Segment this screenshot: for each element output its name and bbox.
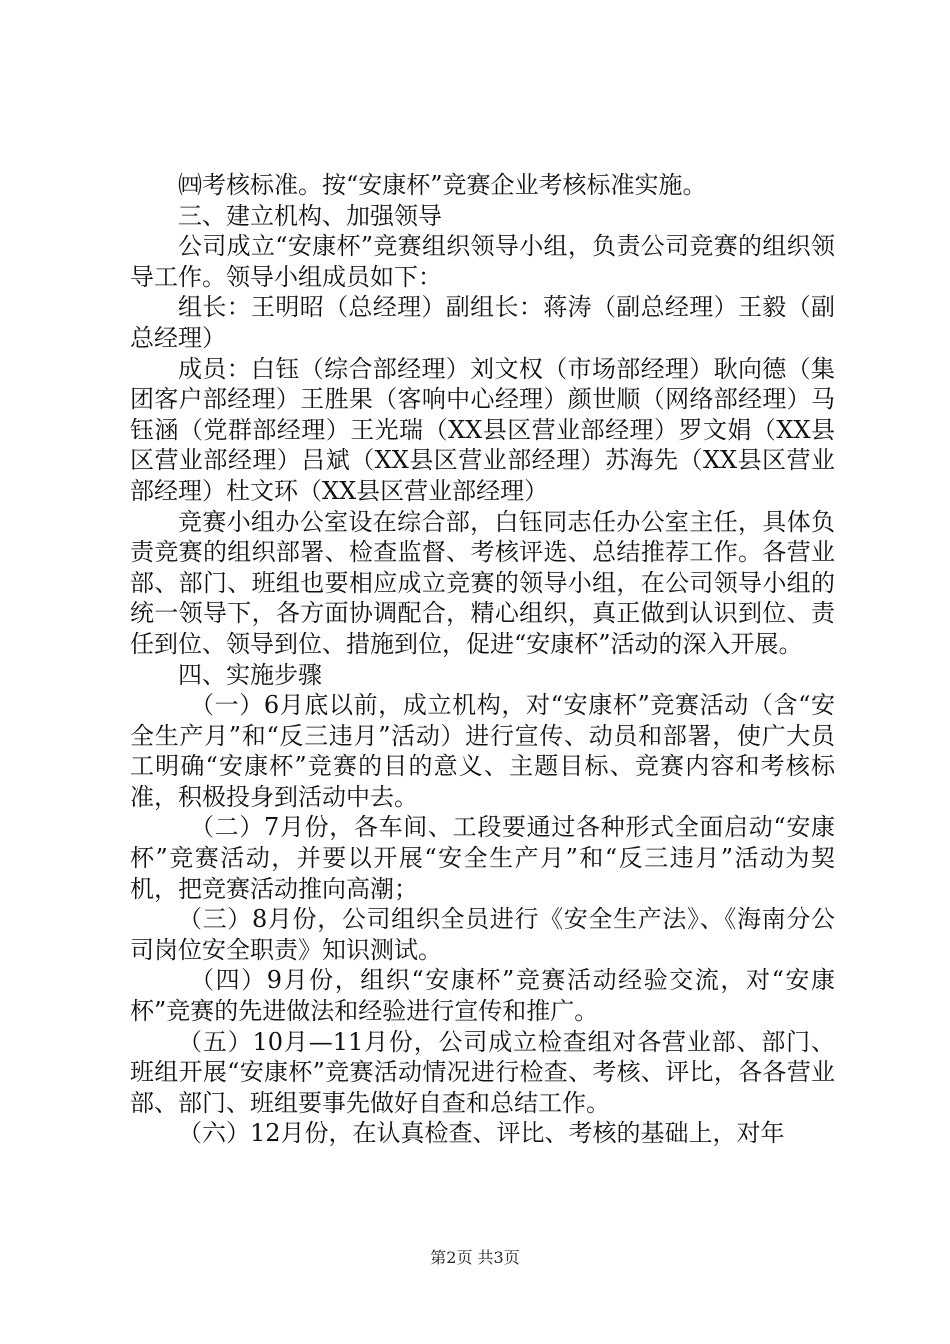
paragraph-office-setup: 竞赛小组办公室设在综合部，白钰同志任办公室主任，具体负责竞赛的组织部署、检查监督、考核评选、总结推荐工作。各营业部、部门、班组也要相应成立竞赛的领导小组，在公司领导小组的统一领导下，各方面协调配合，精心组织，真正做到认识到位、责任到位、领导到位、措施到位，促进“安康杯”活动的深入开展。 (130, 507, 835, 658)
paragraph-step-4: （四）9月份，组织“安康杯”竞赛活动经验交流，对“安康杯”竞赛的先进做法和经验进行宣传和推广。 (130, 966, 835, 1026)
paragraph-leadership-group: 公司成立“安康杯”竞赛组织领导小组，负责公司竞赛的组织领导工作。领导小组成员如下： (130, 232, 835, 291)
paragraph-step-2: （二）7月份，各车间、工段要通过各种形式全面启动“安康杯”竞赛活动，并要以开展“安全生产月”和“反三违月”活动为契机，把竞赛活动推向高潮； (130, 813, 835, 903)
paragraph-group-members: 成员：白钰（综合部经理）刘文权（市场部经理）耿向德（集团客户部经理）王胜果（客响中心经理）颜世顺（网络部经理）马钰涵（党群部经理）王光瑞（XX县区营业部经理）罗文娟（XX县区营业部经理）吕斌（XX县区营业部经理）苏海先（XX县区营业部经理）杜文环（XX县区营业部经理） (130, 354, 835, 505)
paragraph-step-3: （三）8月份，公司组织全员进行《安全生产法》、《海南分公司岗位安全职责》知识测试。 (130, 905, 835, 964)
heading-implementation-steps: 四、实施步骤 (178, 660, 322, 689)
page-footer: 第2页 共3页 (430, 1248, 520, 1267)
paragraph-step-6: （六）12月份，在认真检查、评比、考核的基础上，对年 (178, 1119, 785, 1148)
paragraph-group-leaders: 组长：王明昭（总经理）副组长：蒋涛（副总经理）王毅（副总经理） (130, 293, 835, 352)
heading-establish-organization: 三、建立机构、加强领导 (178, 201, 442, 230)
paragraph-assessment-standard: ㈣考核标准。按“安康杯”竞赛企业考核标准实施。 (178, 171, 707, 199)
paragraph-step-5: （五）10月—11月份，公司成立检查组对各营业部、部门、班组开展“安康杯”竞赛活动情况进行检查、考核、评比，各各营业部、部门、班组要事先做好自查和总结工作。 (130, 1027, 835, 1117)
paragraph-step-1: （一）6月底以前，成立机构，对“安康杯”竞赛活动（含“安全生产月”和“反三违月”活动）进行宣传、动员和部署，使广大员工明确“安康杯”竞赛的目的意义、主题目标、竞赛内容和考核标准，积极投身到活动中去。 (130, 691, 835, 811)
document-body (130, 170, 835, 1149)
